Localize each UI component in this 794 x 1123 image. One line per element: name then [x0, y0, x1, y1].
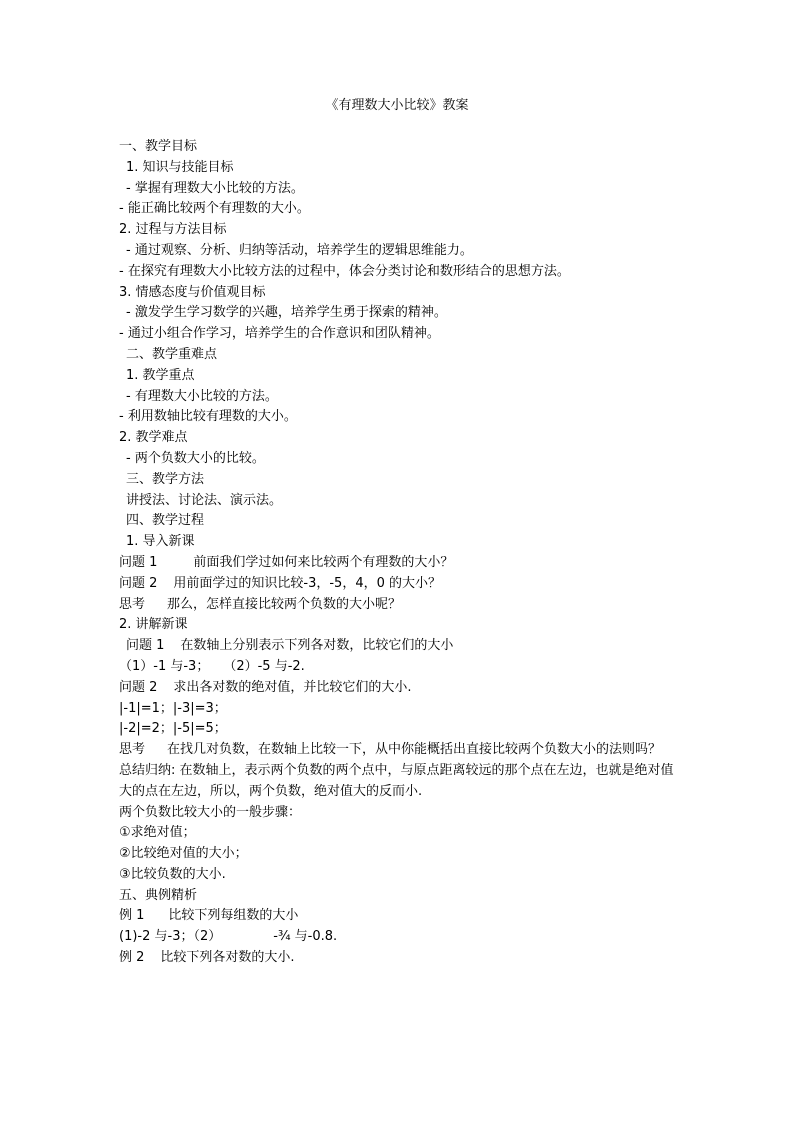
example-text: 比较下列各对数的大小. [160, 950, 295, 966]
question-row [119, 553, 679, 574]
subheading-process-methods: 2. 过程与方法目标 [119, 222, 227, 238]
example-label: 例 1 [119, 908, 145, 924]
question-text: 用前面学过的知识比较-3，-5，4，0 的大小？ [173, 575, 442, 591]
formula-line: |-2|=2；|-5|=5； [119, 721, 227, 737]
example-row [119, 948, 679, 969]
example-exercise-row [119, 927, 679, 948]
list-item: - 通过观察、分析、归纳等活动，培养学生的逻辑思维能力。 [126, 242, 473, 258]
list-item: - 激发学生学习数学的兴趣，培养学生勇于探索的精神。 [126, 305, 447, 321]
section-heading-process: 四、教学过程 [126, 513, 205, 529]
question-label: 问题 1 [119, 554, 158, 570]
step-item: ②比较绝对值的大小； [119, 846, 248, 862]
document-title: 《有理数大小比较》教案 [325, 98, 469, 113]
thinking-paragraph [119, 740, 679, 761]
paragraph: 讲授法、讨论法、演示法。 [126, 492, 283, 508]
subheading-key-point: 1. 教学重点 [126, 367, 195, 383]
formula-line: |-1|=1；|-3|=3； [119, 700, 227, 716]
exercise-part: -¾ 与-0.8. [273, 929, 338, 945]
step-item: ③比较负数的大小. [119, 866, 226, 882]
subheading-emotion-values: 3. 情感态度与价值观目标 [119, 284, 266, 300]
subheading-difficulty: 2. 教学难点 [119, 430, 188, 446]
question-text: 前面我们学过如何来比较两个有理数的大小？ [193, 554, 454, 570]
section-heading-methods: 三、教学方法 [126, 471, 205, 487]
section-heading-examples: 五、典例精析 [119, 887, 198, 903]
exercise-part: （2）-5 与-2. [223, 658, 305, 674]
thinking-label: 思考 [119, 742, 146, 758]
step-item: ①求绝对值； [119, 825, 196, 841]
question-label: 问题 2 [119, 679, 158, 695]
question-row [119, 574, 679, 595]
summary-paragraph: 总结归纳: 在数轴上，表示两个负数的两个点中，与原点距离较远的那个点在左边，也就是绝对值大的点在左边，所以，两个负数，绝对值大的反而小. [119, 762, 674, 799]
list-item: - 掌握有理数大小比较的方法。 [126, 180, 304, 196]
list-item: - 在探究有理数大小比较方法的过程中，体会分类讨论和数形结合的思想方法。 [119, 263, 570, 279]
question-label: 问题 2 [119, 575, 158, 591]
thinking-label: 思考 [119, 596, 146, 612]
exercise-part: (1)-2 与-3；（2） [119, 929, 222, 945]
thinking-text: 在找几对负数，在数轴上比较一下，从中你能概括出直接比较两个负数大小的法则吗？ [167, 742, 662, 758]
question-text: 求出各对数的绝对值，并比较它们的大小. [173, 679, 412, 695]
subheading-new-lesson: 2. 讲解新课 [119, 617, 188, 633]
question-row [119, 678, 679, 699]
thinking-row [119, 595, 679, 616]
exercise-part: （1）-1 与-3； [119, 658, 210, 674]
example-row [119, 906, 679, 927]
steps-heading: 两个负数比较大小的一般步骤： [119, 804, 302, 820]
list-item: - 通过小组合作学习，培养学生的合作意识和团队精神。 [119, 326, 440, 342]
exercise-row [119, 657, 679, 678]
section-heading-key-points: 二、教学重难点 [126, 346, 218, 362]
list-item: - 两个负数大小的比较。 [126, 450, 265, 466]
question-row [119, 636, 679, 657]
question-text: 在数轴上分别表示下列各对数，比较它们的大小 [180, 638, 454, 654]
subheading-knowledge-skills: 1. 知识与技能目标 [126, 159, 234, 175]
list-item: - 利用数轴比较有理数的大小。 [119, 409, 297, 425]
document-body [119, 137, 679, 969]
section-heading-objectives: 一、教学目标 [119, 139, 198, 154]
list-item: - 能正确比较两个有理数的大小。 [119, 201, 310, 217]
subheading-introduction: 1. 导入新课 [126, 534, 195, 550]
example-text: 比较下列每组数的大小 [168, 908, 299, 924]
example-label: 例 2 [119, 950, 145, 966]
thinking-text: 那么，怎样直接比较两个负数的大小呢？ [167, 596, 402, 612]
list-item: - 有理数大小比较的方法。 [126, 388, 278, 404]
question-label: 问题 1 [126, 638, 165, 654]
